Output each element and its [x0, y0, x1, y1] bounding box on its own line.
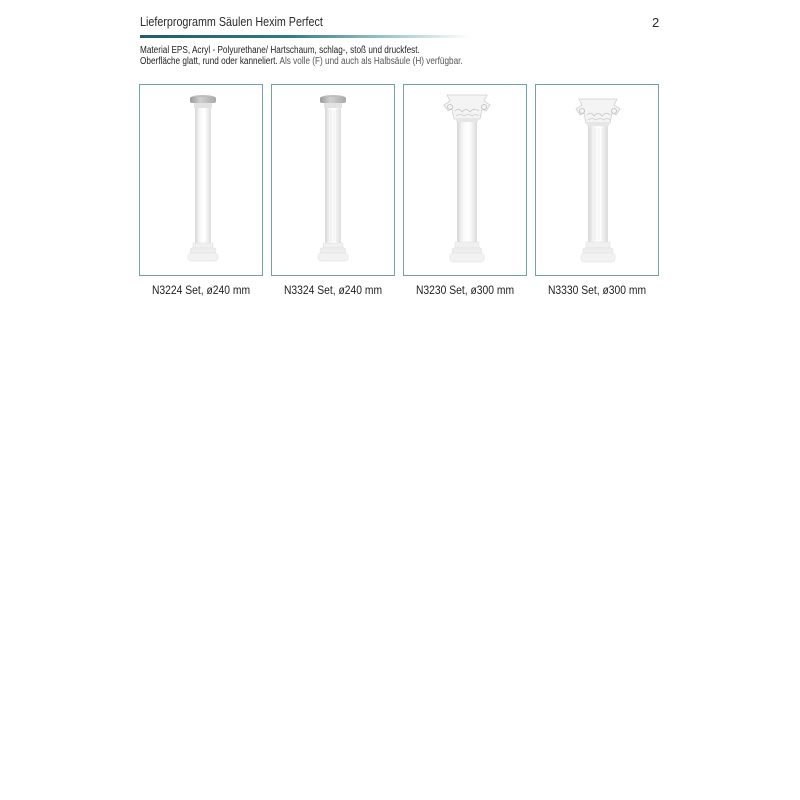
description-line-1: Material EPS, Acryl - Polyurethane/ Hartschaum, schlag-, stoß und druckfest. [140, 45, 420, 56]
product-card-n3230 [403, 84, 527, 276]
description-availability: Als volle (F) und auch als Halbsäule (H) verfügbar. [277, 56, 463, 67]
product-caption-n3230: N3230 Set, ø300 mm [415, 283, 515, 297]
product-card-n3324 [271, 84, 395, 276]
product-card-n3224 [139, 84, 263, 276]
column-smooth-tuscan-image [140, 85, 262, 275]
product-caption-n3224: N3224 Set, ø240 mm [151, 283, 251, 297]
title-underline-divider [140, 35, 470, 38]
page-title: Lieferprogramm Säulen Hexim Perfect [140, 15, 323, 29]
page-number: 2 [652, 15, 660, 30]
material-description [140, 45, 463, 67]
description-surface: Oberfläche glatt, rund oder kanneliert. [140, 56, 278, 67]
product-caption-n3330: N3330 Set, ø300 mm [547, 283, 647, 297]
product-caption-n3324: N3324 Set, ø240 mm [283, 283, 383, 297]
column-fluted-corinthian-image [536, 85, 658, 275]
description-line-2 [140, 56, 463, 67]
column-smooth-corinthian-image [404, 85, 526, 275]
column-fluted-tuscan-image [272, 85, 394, 275]
product-card-n3330 [535, 84, 659, 276]
